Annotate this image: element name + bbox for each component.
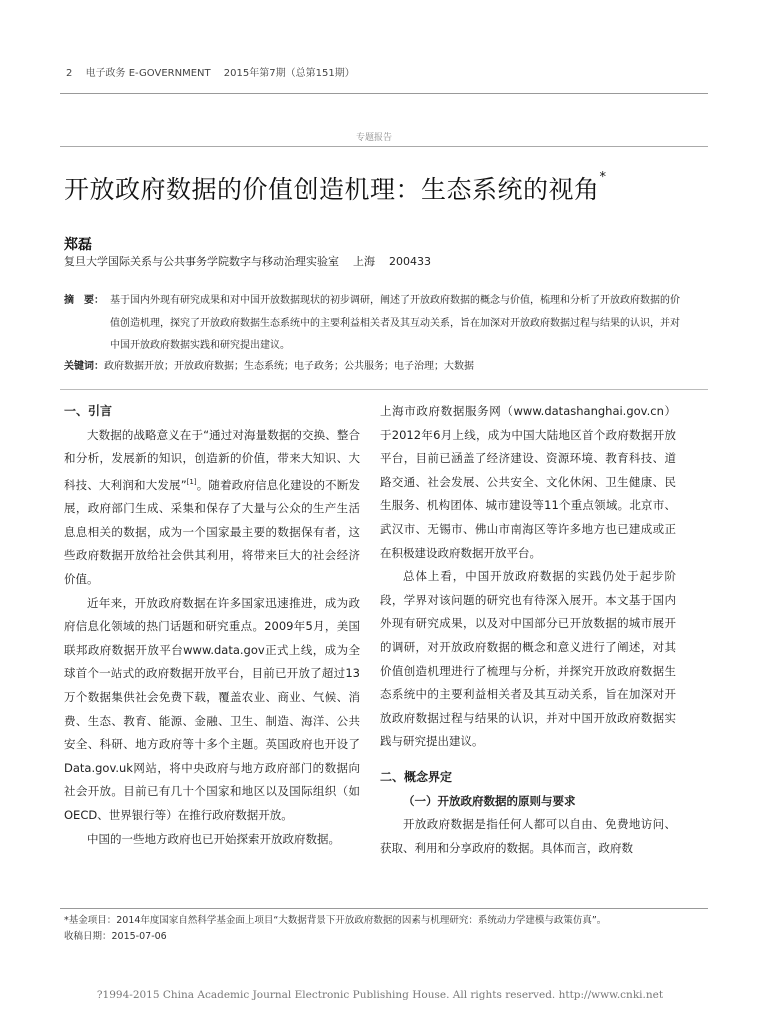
body-column-left xyxy=(64,400,360,851)
copyright-notice: ?1994-2015 China Academic Journal Electronic Publishing House. All rights reserved. http://www.cnki.net xyxy=(96,989,664,1001)
keywords xyxy=(64,357,704,372)
subheading-principles: （一）开放政府数据的原则与要求 xyxy=(403,793,576,808)
spacer xyxy=(380,754,676,766)
affiliation-institution: 复旦大学国际关系与公共事务学院数字与移动治理实验室 xyxy=(64,255,339,268)
running-header xyxy=(66,64,365,79)
heading-concept: 二、概念界定 xyxy=(380,769,453,784)
body-column-right xyxy=(380,400,676,860)
keywords-label: 关键词： xyxy=(64,361,104,372)
affiliation-postcode: 200433 xyxy=(389,255,431,268)
paragraph: 总体上看，中国开放政府数据的实践仍处于起步阶段，学界对该问题的研究也有待深入展开。本文基于国内外现有研究成果，以及对中国部分已开放数据的城市展开的调研，对开放政府数据的概念和意义进行了阐述，对其价值创造机理进行了梳理与分析，并探究开放政府数据生态系统中的主要利益相关者及其互动关系，旨在加深对开放政府数据过程与结果的认识，并对中国开放政府数据实践与研究提出建议。 xyxy=(380,569,676,749)
issue-info: 2015年第7期（总第151期） xyxy=(223,68,355,79)
author-name: 郑磊 xyxy=(64,237,92,253)
affiliation-city: 上海 xyxy=(353,255,375,268)
footnote-fund: *基金项目：2014年度国家自然科学基金面上项目“大数据背景下开放政府数据的因素与机理研究：系统动力学建模与政策仿真”。 xyxy=(64,915,607,926)
abstract xyxy=(64,290,684,358)
paragraph-text: 大数据的战略意义在于“通过对海量数据的交换、整合和分析，发展新的知识，创造新的价值，带来大知识、大科技、大利润和大发展” xyxy=(64,427,360,492)
article-title xyxy=(64,170,607,206)
paragraph: 上海市政府数据服务网（www.datashanghai.gov.cn）于2012年6月上线，成为中国大陆地区首个政府数据开放平台，目前已涵盖了经济建设、资源环境、教育科技、道路交通、社会发展、公共安全、文化休闲、卫生健康、民生服务、机构团体、城市建设等11个重点领域。北京市、武汉市、无锡市、佛山市南海区等许多地方也已建成或正在积极建设政府数据开放平台。 xyxy=(380,404,676,560)
paragraph-text: 。随着政府信息化建设的不断发展，政府部门生成、采集和保存了大量与公众的生产生活息息相关的数据，成为一个国家最主要的数据保有者，这些政府数据开放给社会供其利用，将带来巨大的社会经济价值。 xyxy=(64,477,360,586)
citation-ref: [1] xyxy=(186,477,197,486)
footnote-rule xyxy=(60,908,708,909)
paragraph: 近年来，开放政府数据在许多国家迅速推进，成为政府信息化领域的热门话题和研究重点。2009年5月，美国联邦政府数据开放平台www.data.gov正式上线，成为全球首个一站式的政府数据开放平台，目前已开放了超过13万个数据集供社会免费下载，覆盖农业、商业、气候、消费、生态、教育、能源、金融、卫生、制造、海洋、公共安全、科研、地方政府等十多个主题。英国政府也开设了Data.gov.uk网站，将中央政府与地方政府部门的数据向社会开放。目前已有几十个国家和地区以及国际组织（如OECD、世界银行等）在推行政府数据开放。 xyxy=(64,595,360,822)
abstract-text: 基于国内外现有研究成果和对中国开放数据现状的初步调研，阐述了开放政府数据的概念与价值，梳理和分析了开放政府数据的价值创造机理，探究了开放政府数据生态系统中的主要利益相关者及其互动关系，旨在加深对开放政府数据过程与结果的认识，并对中国开放政府数据实践和研究提出建议。 xyxy=(110,295,680,351)
heading-introduction: 一、引言 xyxy=(64,404,113,418)
footnote xyxy=(64,913,704,945)
title-text: 开放政府数据的价值创造机理：生态系统的视角 xyxy=(64,175,600,204)
keywords-rule xyxy=(60,389,708,390)
section-rule xyxy=(60,146,708,147)
journal-name: 电子政务 E-GOVERNMENT xyxy=(85,68,211,79)
section-tag: 专题报告 xyxy=(355,133,392,143)
header-rule xyxy=(60,93,708,94)
author-affiliation xyxy=(64,253,431,269)
paragraph xyxy=(64,424,360,592)
keywords-text: 政府数据开放；开放政府数据；生态系统；电子政务；公共服务；电子治理；大数据 xyxy=(104,361,474,372)
footnote-received-date: 收稿日期：2015-07-06 xyxy=(64,931,167,942)
title-footnote-mark: * xyxy=(599,170,607,185)
paragraph: 开放政府数据是指任何人都可以自由、免费地访问、获取、利用和分享政府的数据。具体而言，政府数 xyxy=(380,817,676,855)
paragraph: 中国的一些地方政府也已开始探索开放政府数据。 xyxy=(87,831,340,846)
abstract-label: 摘 要： xyxy=(64,295,104,306)
page-number: 2 xyxy=(66,68,73,79)
